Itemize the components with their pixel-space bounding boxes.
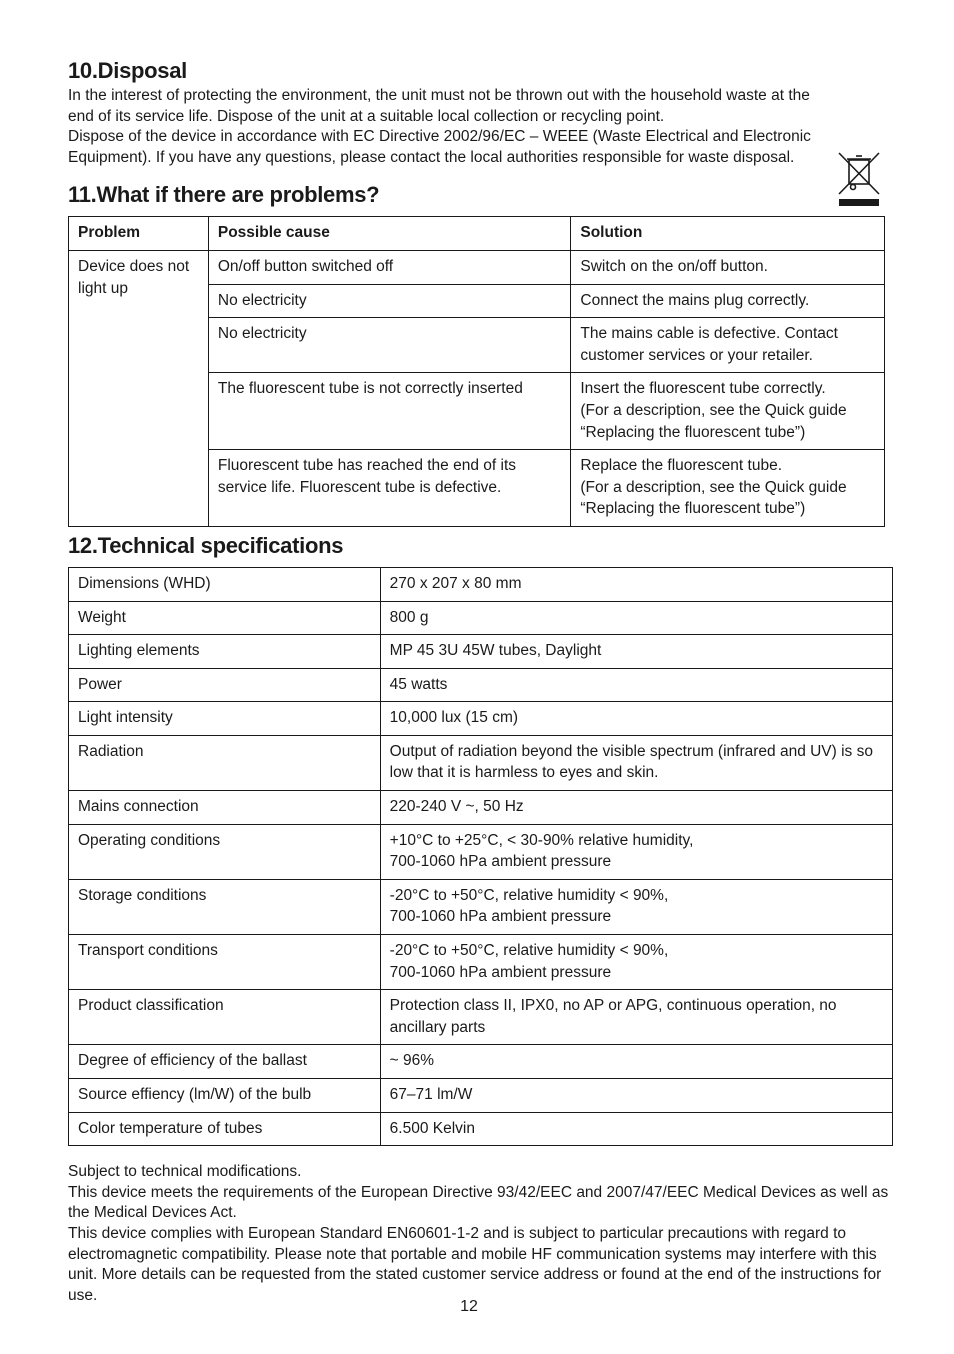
spec-label: Degree of efficiency of the ballast bbox=[69, 1045, 381, 1079]
solution-cell: Replace the fluorescent tube. (For a description, see the Quick guide “Replacing the fluorescent tube”) bbox=[571, 450, 885, 527]
spec-value: 270 x 207 x 80 mm bbox=[380, 567, 892, 601]
spec-value: ~ 96% bbox=[380, 1045, 892, 1079]
spec-value: Output of radiation beyond the visible spectrum (infrared and UV) is so low that it is harmless to eyes and skin. bbox=[380, 735, 892, 790]
cause-cell: No electricity bbox=[208, 284, 571, 318]
specs-heading: 12.Technical specifications bbox=[68, 532, 344, 558]
table-row bbox=[69, 935, 893, 990]
spec-value: -20°C to +50°C, relative humidity < 90%, 700-1060 hPa ambient pressure bbox=[380, 879, 892, 934]
spec-label: Light intensity bbox=[69, 702, 381, 736]
notes-line-3: This device complies with European Standard EN60601-1-2 and is subject to particular precautions with regard to electromagnetic compatibility. Please note that portable and mobile HF communication systems may interfere with this unit. More details can be requested from the stated customer service address or found at the end of the instructions for use. bbox=[68, 1224, 882, 1304]
solution-cell: The mains cable is defective. Contact customer services or your retailer. bbox=[571, 318, 885, 373]
table-row bbox=[69, 668, 893, 702]
spec-value: +10°C to +25°C, < 30-90% relative humidity, 700-1060 hPa ambient pressure bbox=[380, 824, 892, 879]
spec-value: 67–71 lm/W bbox=[380, 1079, 892, 1113]
problem-cell: Device does not light up bbox=[69, 250, 209, 526]
disposal-section bbox=[68, 56, 894, 168]
spec-label: Power bbox=[69, 668, 381, 702]
spec-label: Dimensions (WHD) bbox=[69, 567, 381, 601]
problems-table bbox=[68, 216, 885, 527]
spec-value: 45 watts bbox=[380, 668, 892, 702]
table-row bbox=[69, 990, 893, 1045]
spec-label: Radiation bbox=[69, 735, 381, 790]
table-row bbox=[69, 1079, 893, 1113]
notes-line-1: Subject to technical modifications. bbox=[68, 1163, 302, 1181]
table-row bbox=[69, 567, 893, 601]
page-number: 12 bbox=[460, 1298, 478, 1315]
spec-value: MP 45 3U 45W tubes, Daylight bbox=[380, 635, 892, 669]
header-problem: Problem bbox=[69, 217, 209, 251]
table-row bbox=[69, 735, 893, 790]
page bbox=[68, 56, 894, 1306]
solution-cell: Insert the fluorescent tube correctly. (For a description, see the Quick guide “Replacing the fluorescent tube”) bbox=[571, 373, 885, 450]
table-row bbox=[69, 635, 893, 669]
cause-cell: The fluorescent tube is not correctly inserted bbox=[208, 373, 571, 450]
solution-cell: Connect the mains plug correctly. bbox=[571, 284, 885, 318]
table-row bbox=[69, 1112, 893, 1146]
spec-label: Transport conditions bbox=[69, 935, 381, 990]
cause-cell: No electricity bbox=[208, 318, 571, 373]
disposal-paragraph-1: In the interest of protecting the environment, the unit must not be thrown out with the household waste at the end of its service life. Dispose of the unit at a suitable local collection or recycling point. bbox=[68, 87, 810, 125]
spec-label: Storage conditions bbox=[69, 879, 381, 934]
header-possible-cause: Possible cause bbox=[208, 217, 571, 251]
notes-line-2: This device meets the requirements of the European Directive 93/42/EEC and 2007/47/EEC Medical Devices as well as the Medical Devices Act. bbox=[68, 1183, 889, 1222]
spec-value: -20°C to +50°C, relative humidity < 90%, 700-1060 hPa ambient pressure bbox=[380, 935, 892, 990]
spec-label: Weight bbox=[69, 601, 381, 635]
table-row bbox=[69, 791, 893, 825]
solution-cell: Switch on the on/off button. bbox=[571, 250, 885, 284]
spec-value: 220-240 V ~, 50 Hz bbox=[380, 791, 892, 825]
disposal-heading: 10.Disposal bbox=[68, 58, 187, 83]
spec-label: Product classification bbox=[69, 990, 381, 1045]
crossed-out-wheelie-bin-icon bbox=[836, 150, 882, 206]
table-row bbox=[69, 601, 893, 635]
spec-label: Color temperature of tubes bbox=[69, 1112, 381, 1146]
spec-value: 10,000 lux (15 cm) bbox=[380, 702, 892, 736]
cause-cell: On/off button switched off bbox=[208, 250, 571, 284]
table-row bbox=[69, 702, 893, 736]
spec-value: 6.500 Kelvin bbox=[380, 1112, 892, 1146]
spec-label: Operating conditions bbox=[69, 824, 381, 879]
spec-value: Protection class II, IPX0, no AP or APG, continuous operation, no ancillary parts bbox=[380, 990, 892, 1045]
table-row bbox=[69, 824, 893, 879]
spec-label: Mains connection bbox=[69, 791, 381, 825]
spec-value: 800 g bbox=[380, 601, 892, 635]
disposal-paragraph-2: Dispose of the device in accordance with EC Directive 2002/96/EC – WEEE (Waste Electrical and Electronic Equipment). If you have any questions, please contact the local authorities responsible for waste disposal. bbox=[68, 128, 811, 166]
problems-heading: 11.What if there are problems? bbox=[68, 182, 380, 208]
cause-cell: Fluorescent tube has reached the end of its service life. Fluorescent tube is defective. bbox=[208, 450, 571, 527]
table-row bbox=[69, 1045, 893, 1079]
table-header-row bbox=[69, 217, 885, 251]
spec-label: Source effiency (lm/W) of the bulb bbox=[69, 1079, 381, 1113]
spec-label: Lighting elements bbox=[69, 635, 381, 669]
table-row bbox=[69, 250, 885, 284]
specs-table bbox=[68, 567, 893, 1146]
header-solution: Solution bbox=[571, 217, 885, 251]
notes bbox=[68, 1162, 894, 1306]
table-row bbox=[69, 879, 893, 934]
